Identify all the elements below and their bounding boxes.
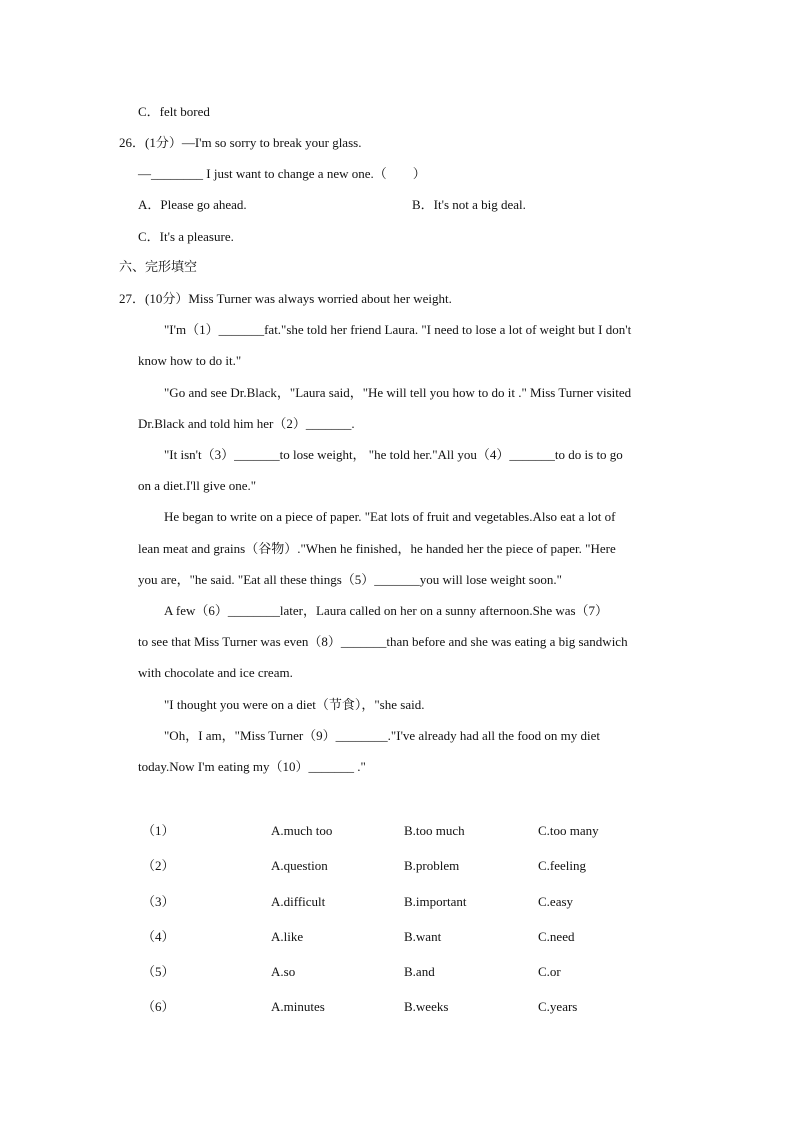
passage-line: "It isn't（3）_______to lose weight， "he told her."All you（4）_______to do is to go: [164, 447, 623, 462]
passage-line: "Oh，I am，"Miss Turner（9）________."I've already had all the food on my diet: [164, 728, 601, 743]
option-b: B.too much: [404, 823, 465, 838]
passage-line: lean meat and grains（谷物）."When he finished，he handed her the piece of paper. "Here: [138, 541, 616, 556]
passage-line: "I'm（1）_______fat."she told her friend Laura. "I need to lose a lot of weight but I don't: [164, 322, 632, 337]
option-c: C.need: [538, 929, 575, 944]
option-b: B.and: [404, 964, 435, 979]
option-c: C.easy: [538, 894, 574, 909]
option-number: （1）: [142, 823, 175, 838]
q26-option-a: A．Please go ahead.: [138, 197, 247, 212]
option-c: C.feeling: [538, 858, 587, 873]
passage-line: you are，"he said. "Eat all these things（5）_______you will lose weight soon.": [138, 572, 562, 587]
option-number: （2）: [142, 858, 175, 873]
option-number: （4）: [142, 929, 175, 944]
q26-reply: —________ I just want to change a new one.（ ）: [138, 166, 426, 181]
option-b: B.important: [404, 894, 467, 909]
option-b: B.problem: [404, 858, 460, 873]
option-a: A.difficult: [271, 894, 326, 909]
option-a: A.minutes: [271, 999, 325, 1014]
q26-stem: 26．(1分）—I'm so sorry to break your glass.: [119, 135, 362, 150]
section-title: 六、完形填空: [119, 260, 198, 275]
passage-line: "I thought you were on a diet（节食），"she said.: [164, 697, 425, 712]
passage-line: A few（6）________later，Laura called on her on a sunny afternoon.She was（7）: [164, 603, 609, 618]
q26-option-c: C．It's a pleasure.: [138, 229, 234, 244]
option-c: C.years: [538, 999, 578, 1014]
passage-line: "Go and see Dr.Black，"Laura said，"He will tell you how to do it ." Miss Turner visited: [164, 385, 632, 400]
passage-line: today.Now I'm eating my（10）_______ .": [138, 759, 366, 774]
option-number: （6）: [142, 999, 175, 1014]
passage-line: He began to write on a piece of paper. "Eat lots of fruit and vegetables.Also eat a lot of: [164, 509, 616, 524]
option-b: B.want: [404, 929, 442, 944]
option-a: A.question: [271, 858, 328, 873]
passage-line: know how to do it.": [138, 353, 242, 368]
passage-line: Dr.Black and told him her（2）_______.: [138, 416, 355, 431]
passage-line: to see that Miss Turner was even（8）_______than before and she was eating a big sandwich: [138, 634, 628, 649]
passage-line: on a diet.I'll give one.": [138, 478, 257, 493]
option-number: （3）: [142, 894, 175, 909]
passage-line: with chocolate and ice cream.: [138, 665, 293, 680]
option-a: A.so: [271, 964, 296, 979]
q25-option-c: C．felt bored: [138, 104, 210, 119]
option-a: A.much too: [271, 823, 333, 838]
option-c: C.too many: [538, 823, 599, 838]
option-c: C.or: [538, 964, 561, 979]
option-number: （5）: [142, 964, 175, 979]
q27-stem: 27．(10分）Miss Turner was always worried about her weight.: [119, 291, 452, 306]
option-a: A.like: [271, 929, 304, 944]
q26-option-b: B．It's not a big deal.: [412, 197, 526, 212]
option-b: B.weeks: [404, 999, 449, 1014]
